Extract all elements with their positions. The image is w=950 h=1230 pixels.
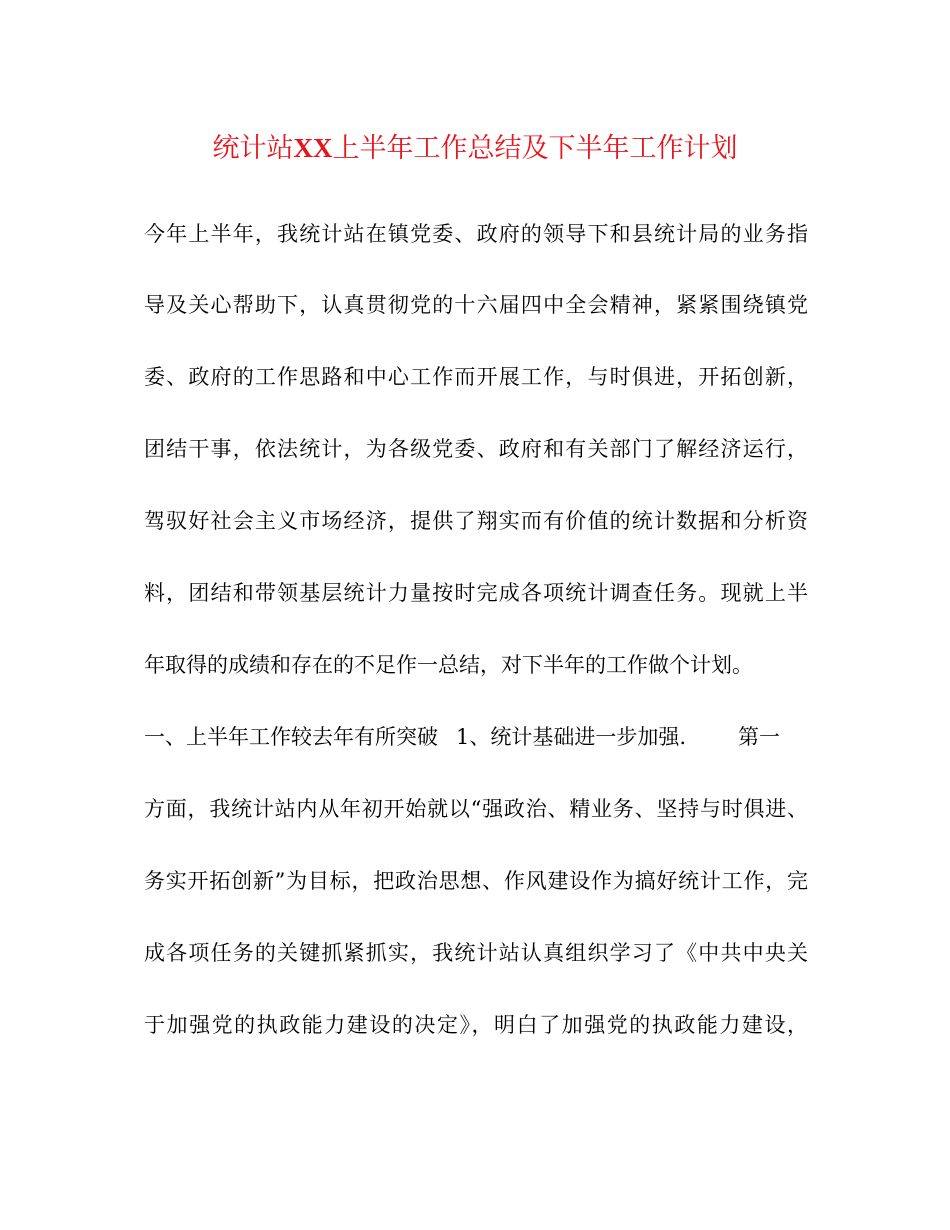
body-line: 导及关心帮助下，认真贯彻党的十六届四中全会精神，紧紧围绕镇党 xyxy=(144,293,808,317)
body-line: 于加强党的执政能力建设的决定》，明白了加强党的执政能力建设， xyxy=(144,1013,808,1037)
section-lead: 第一 xyxy=(738,725,781,749)
section-subheading: 1、统计基础进一步加强. xyxy=(456,725,687,749)
body-line: 团结干事，依法统计，为各级党委、政府和有关部门了解经济运行， xyxy=(144,437,808,461)
body-line: 年取得的成绩和存在的不足作一总结，对下半年的工作做个计划。 xyxy=(144,653,753,677)
body-line: 委、政府的工作思路和中心工作而开展工作，与时俱进，开拓创新， xyxy=(144,365,808,389)
title-prefix: 统计站 xyxy=(212,133,294,164)
body-line: 驾驭好社会主义市场经济，提供了翔实而有价值的统计数据和分析资 xyxy=(144,509,808,533)
body-line: 今年上半年，我统计站在镇党委、政府的领导下和县统计局的业务指 xyxy=(144,222,808,246)
section-heading: 一、上半年工作较去年有所突破 xyxy=(144,725,438,749)
body-line: 务实开拓创新”为目标，把政治思想、作风建设作为搞好统计工作，完 xyxy=(144,869,808,893)
document-title xyxy=(0,128,950,169)
body-line: 料，团结和带领基层统计力量按时完成各项统计调查任务。现就上半 xyxy=(144,581,808,605)
title-suffix: 上半年工作总结及下半年工作计划 xyxy=(332,133,738,164)
body-line: 方面，我统计站内从年初开始就以“强政治、精业务、坚持与时俱进、 xyxy=(144,797,808,821)
body-line: 成各项任务的关键抓紧抓实，我统计站认真组织学习了《中共中央关 xyxy=(144,941,808,965)
section-heading-line xyxy=(144,721,808,753)
title-mid: XX xyxy=(293,133,333,163)
